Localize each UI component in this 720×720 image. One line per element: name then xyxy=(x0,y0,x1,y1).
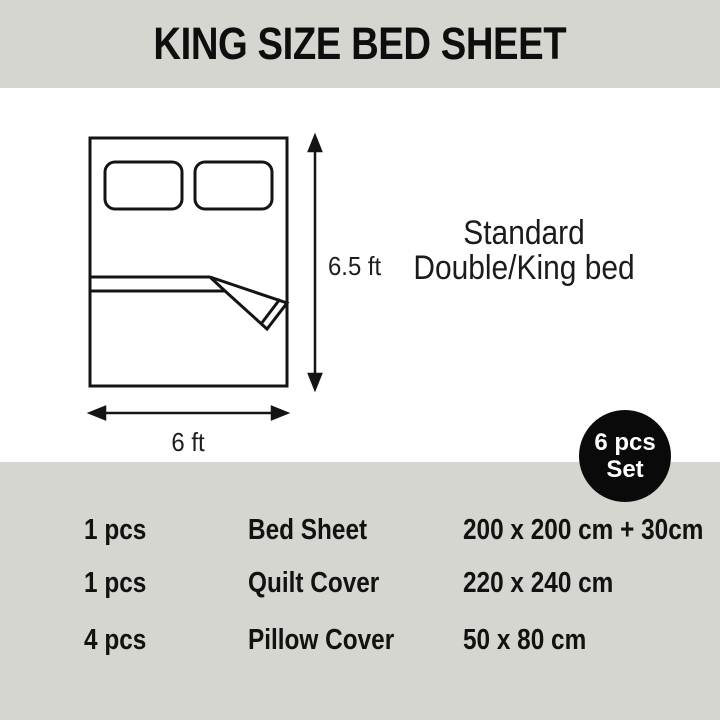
list-item xyxy=(0,624,720,654)
page-title: KING SIZE BED SHEET xyxy=(153,18,567,69)
item-name: Bed Sheet xyxy=(248,514,368,546)
item-quantity: 1 pcs xyxy=(84,567,147,599)
item-quantity: 4 pcs xyxy=(84,624,147,656)
list-item xyxy=(0,514,720,544)
pillow-left-shape xyxy=(105,162,182,209)
item-name: Pillow Cover xyxy=(248,624,395,656)
set-count-line1: 6 pcs xyxy=(594,429,656,456)
pillow-right-shape xyxy=(195,162,272,209)
item-size: 200 x 200 cm + 30cm xyxy=(463,514,704,546)
height-arrow-head-top xyxy=(309,136,321,151)
bed-type-line1: Standard xyxy=(463,214,585,252)
width-arrow-head-left xyxy=(90,407,105,419)
width-arrow-head-right xyxy=(272,407,287,419)
width-dimension-label: 6 ft xyxy=(171,427,205,457)
item-name: Quilt Cover xyxy=(248,567,380,599)
set-count-badge xyxy=(579,410,671,502)
item-size: 220 x 240 cm xyxy=(463,567,614,599)
item-size: 50 x 80 cm xyxy=(463,624,587,656)
bed-type-label xyxy=(410,216,639,286)
set-count-line2: Set xyxy=(606,456,644,483)
list-item xyxy=(0,567,720,597)
height-arrow-head-bottom xyxy=(309,374,321,389)
item-quantity: 1 pcs xyxy=(84,514,147,546)
height-dimension-label: 6.5 ft xyxy=(328,251,382,281)
bed-type-line2: Double/King bed xyxy=(413,249,635,287)
